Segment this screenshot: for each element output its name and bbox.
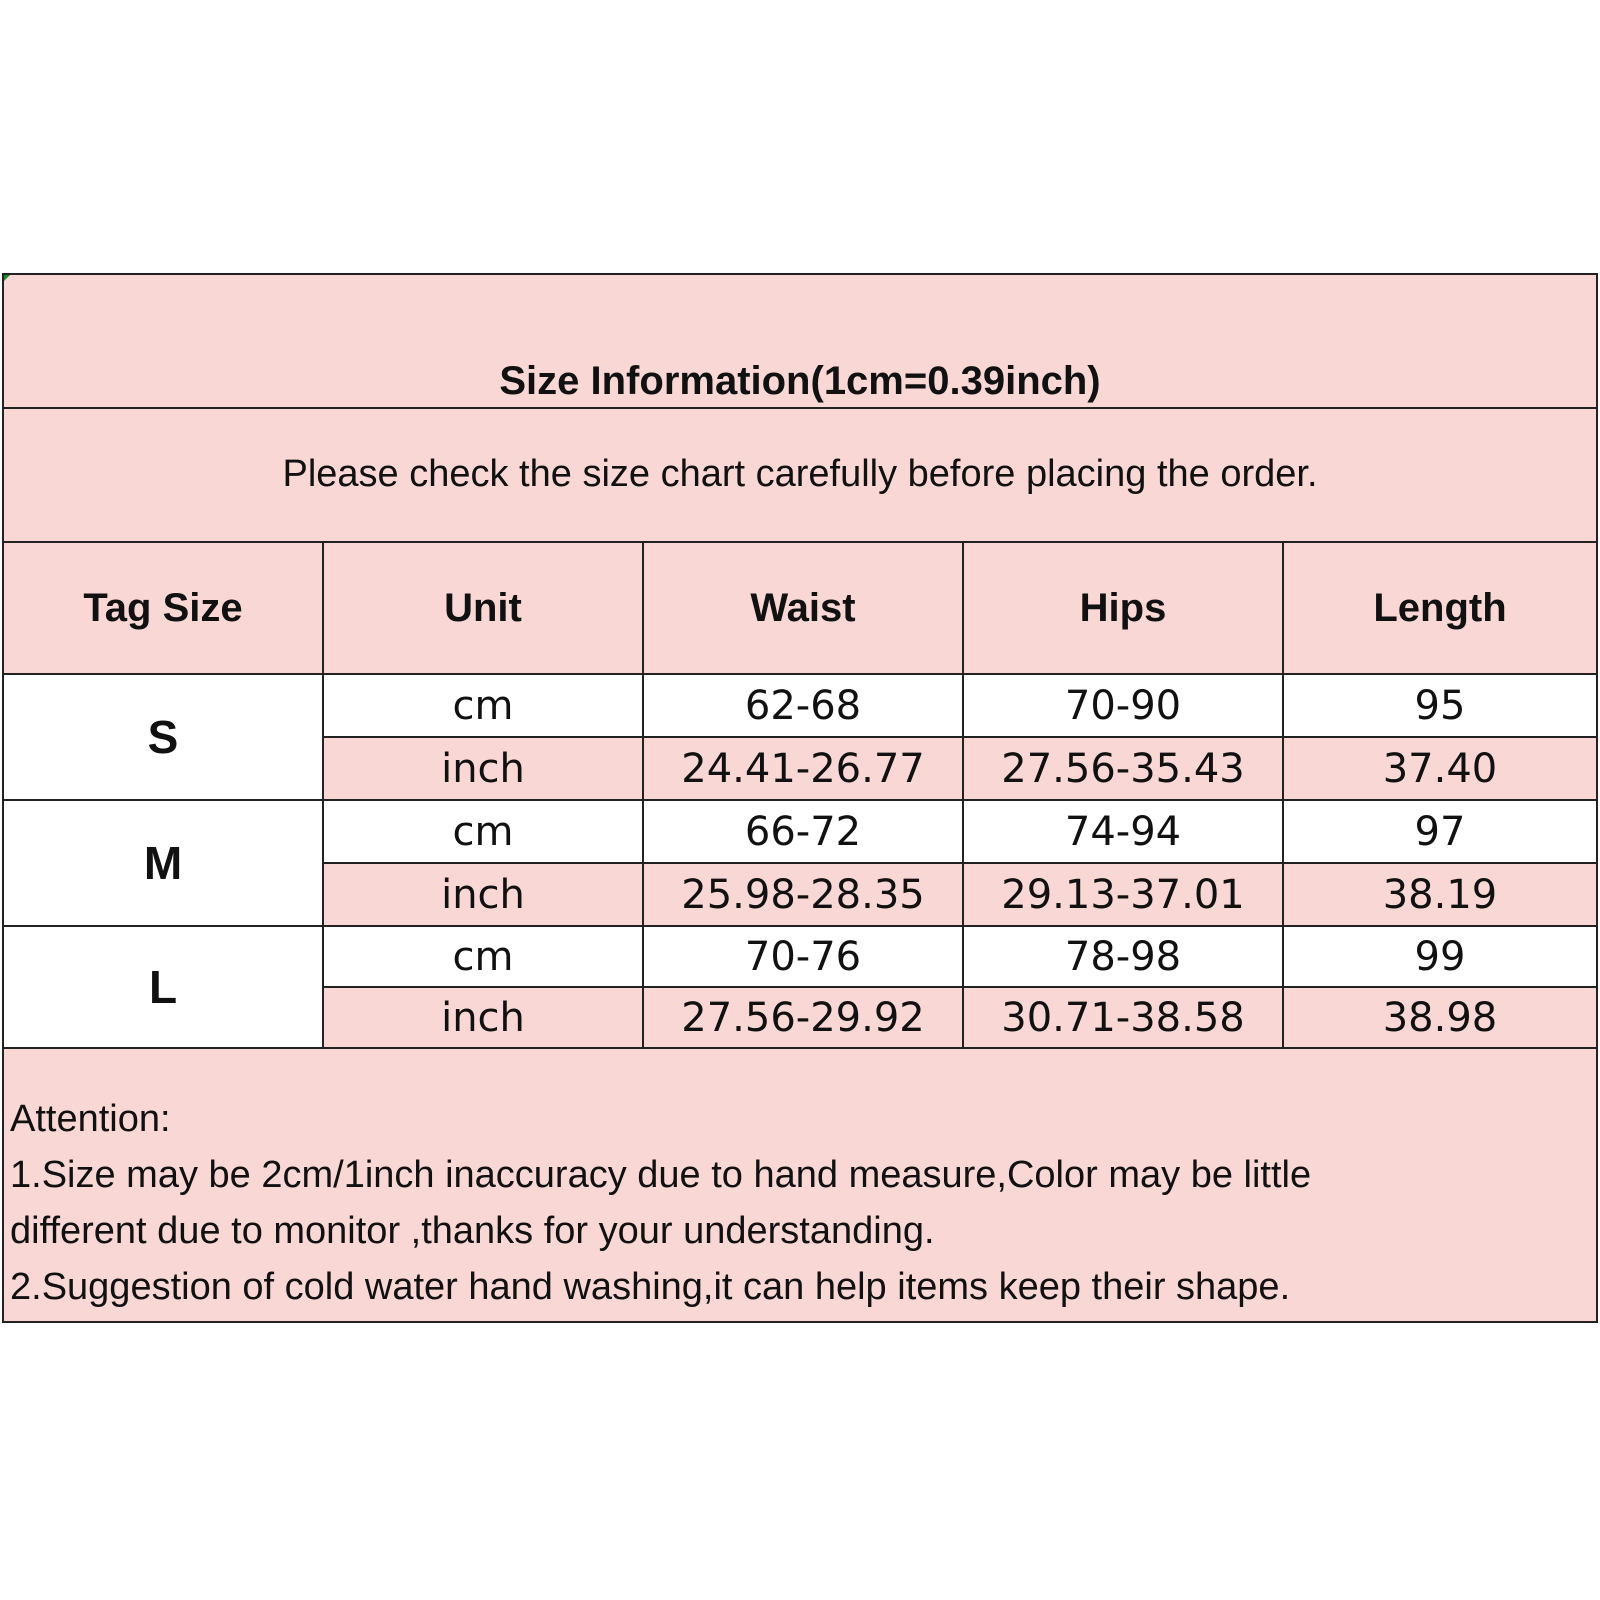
unit-cell: inch [324,738,644,801]
hips-cell: 78-98 [964,927,1284,988]
length-cell: 97 [1284,801,1596,864]
length-cell: 37.40 [1284,738,1596,801]
hips-cell: 70-90 [964,675,1284,738]
hips-cell: 29.13-37.01 [964,864,1284,927]
length-cell: 38.19 [1284,864,1596,927]
attention-line: 2.Suggestion of cold water hand washing,it can help items keep their shape. [10,1266,1291,1308]
attention-line: 1.Size may be 2cm/1inch inaccuracy due to hand measure,Color may be little [10,1154,1312,1196]
notice-row [4,409,1596,543]
hips-cell: 30.71-38.58 [964,988,1284,1049]
header-length: Length [1284,543,1596,675]
tag-size-l: L [4,927,324,1049]
length-cell: 38.98 [1284,988,1596,1049]
length-cell: 99 [1284,927,1596,988]
size-chart-notice: Please check the size chart carefully before placing the order. [282,453,1318,495]
waist-cell: 27.56-29.92 [644,988,964,1049]
waist-cell: 24.41-26.77 [644,738,964,801]
size-table [4,543,1596,1049]
attention-section [4,1049,1596,1321]
hips-cell: 27.56-35.43 [964,738,1284,801]
size-chart [2,273,1598,1323]
unit-cell: inch [324,988,644,1049]
unit-cell: cm [324,675,644,738]
unit-cell: inch [324,864,644,927]
waist-cell: 62-68 [644,675,964,738]
attention-text [10,1091,1311,1315]
attention-heading: Attention: [10,1098,171,1140]
tag-size-s: S [4,675,324,801]
attention-line: different due to monitor ,thanks for your understanding. [10,1210,935,1252]
hips-cell: 74-94 [964,801,1284,864]
size-chart-title: Size Information(1cm=0.39inch) [499,359,1101,403]
title-row [4,275,1596,409]
waist-cell: 66-72 [644,801,964,864]
unit-cell: cm [324,927,644,988]
header-unit: Unit [324,543,644,675]
waist-cell: 25.98-28.35 [644,864,964,927]
unit-cell: cm [324,801,644,864]
waist-cell: 70-76 [644,927,964,988]
length-cell: 95 [1284,675,1596,738]
header-waist: Waist [644,543,964,675]
header-hips: Hips [964,543,1284,675]
tag-size-m: M [4,801,324,927]
header-tag-size: Tag Size [4,543,324,675]
